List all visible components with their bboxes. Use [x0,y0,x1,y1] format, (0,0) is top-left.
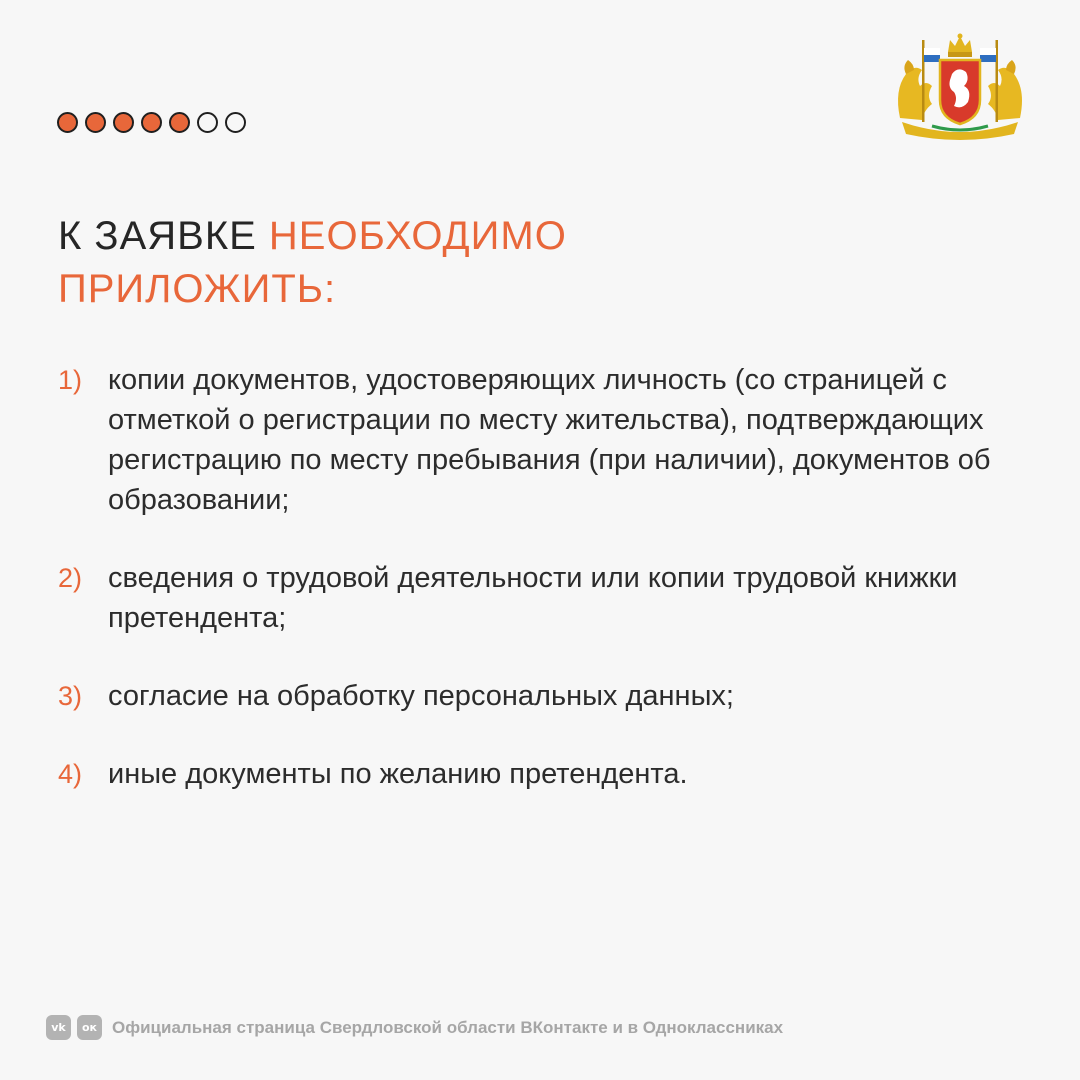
list-item-number: 4) [58,759,83,789]
list-item-text: копии документов, удостоверяющих личность (со страницей с отметкой о регистрации по месту жительства), подтверждающих регистрацию по месту пребывания (при наличии), документов об образовании; [108,364,991,516]
progress-dot [169,112,190,133]
progress-dot [85,112,106,133]
list-item-number: 3) [58,681,83,711]
page-title [58,210,858,316]
progress-dot [141,112,162,133]
progress-dot [113,112,134,133]
progress-dot [57,112,78,133]
list-item [58,558,1038,638]
list-item [58,676,1038,716]
progress-dot [197,112,218,133]
progress-dots [57,112,246,133]
odnoklassniki-icon[interactable]: ок [77,1015,102,1040]
title-part-accent: НЕОБХОДИМО [268,214,567,258]
title-part-dark: К ЗАЯВКЕ [58,214,269,258]
list-item-number: 2) [58,563,83,593]
list-item-text: сведения о трудовой деятельности или копии трудовой книжки претендента; [108,562,958,634]
list-item [58,360,1038,520]
footer [46,1015,783,1040]
title-part-accent-2: ПРИЛОЖИТЬ: [58,267,337,311]
footer-text: Официальная страница Свердловской области ВКонтакте и в Одноклассниках [112,1017,784,1037]
document-list [58,360,1038,794]
list-item [58,754,1038,794]
coat-of-arms-icon [892,30,1028,140]
progress-dot [225,112,246,133]
list-item-text: согласие на обработку персональных данных; [108,680,734,712]
list-item-number: 1) [58,365,83,395]
list-item-text: иные документы по желанию претендента. [108,758,688,790]
vk-icon[interactable]: vk [46,1015,71,1040]
